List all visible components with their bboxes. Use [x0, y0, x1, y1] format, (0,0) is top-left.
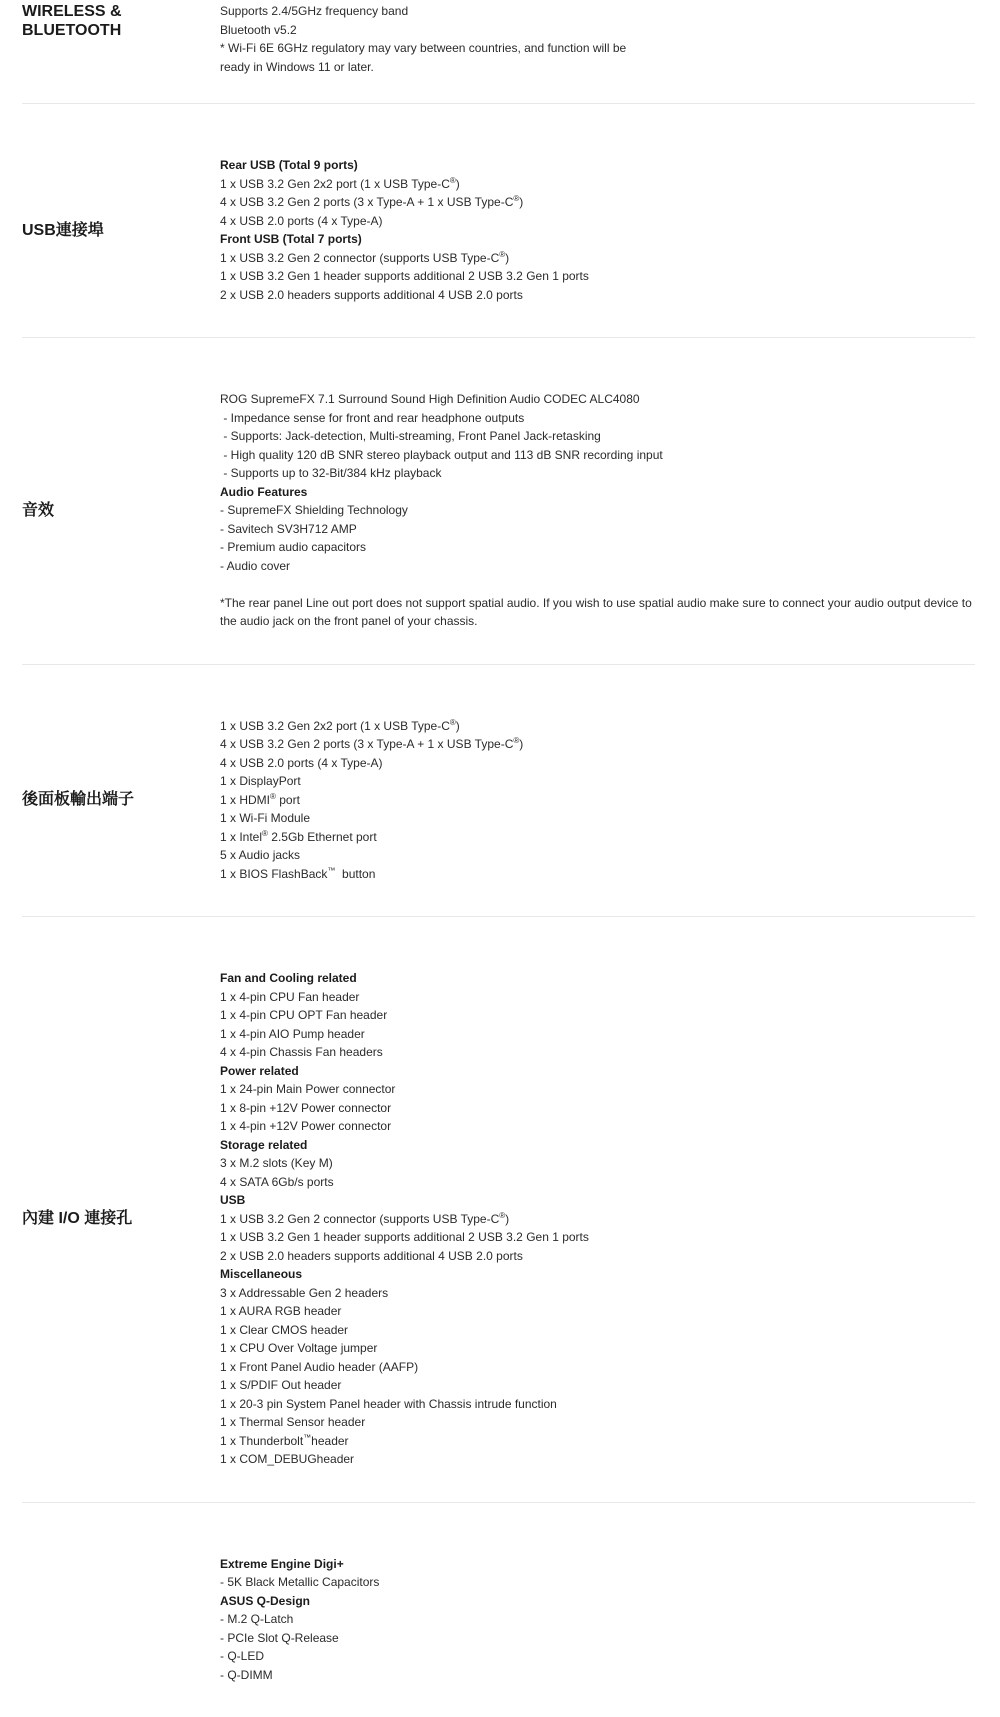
spec-subheading: USB — [220, 1191, 975, 1210]
registered-symbol: ® — [499, 250, 505, 259]
spec-line: 1 x Clear CMOS header — [220, 1321, 975, 1340]
spec-line: 1 x Front Panel Audio header (AAFP) — [220, 1358, 975, 1377]
spec-line: 1 x S/PDIF Out header — [220, 1376, 975, 1395]
spec-line: 1 x COM_DEBUGheader — [220, 1450, 975, 1469]
spec-line: 1 x USB 3.2 Gen 1 header supports additional 2 USB 3.2 Gen 1 ports — [220, 267, 975, 286]
spec-line: 1 x USB 3.2 Gen 2 connector (supports USB Type-C®) — [220, 1210, 975, 1229]
registered-symbol: ® — [499, 1211, 505, 1220]
spec-subheading: Fan and Cooling related — [220, 969, 975, 988]
spec-line: 1 x USB 3.2 Gen 2x2 port (1 x USB Type-C®) — [220, 717, 975, 736]
spec-line: 1 x 4-pin +12V Power connector — [220, 1117, 975, 1136]
spec-row-usb-ports — [22, 104, 975, 337]
spec-line: 1 x Thunderbolt™header — [220, 1432, 975, 1451]
spec-line: Bluetooth v5.2 — [220, 21, 975, 40]
spec-line: 1 x 4-pin CPU OPT Fan header — [220, 1006, 975, 1025]
section-label-wireless-bluetooth: WIRELESS & BLUETOOTH — [22, 2, 220, 40]
spec-row-special-features — [22, 1503, 975, 1717]
spec-line: * Wi-Fi 6E 6GHz regulatory may vary between countries, and function will be — [220, 39, 975, 58]
section-content-special-features — [220, 1555, 975, 1685]
spec-line: - Q-LED — [220, 1647, 975, 1666]
spec-line: 1 x BIOS FlashBack™ button — [220, 865, 975, 884]
spec-row-audio — [22, 338, 975, 664]
spec-line: - SupremeFX Shielding Technology — [220, 501, 975, 520]
registered-symbol: ® — [270, 792, 276, 801]
section-label-rear-panel-io: 後面板輸出端子 — [22, 790, 220, 809]
spec-line: - Q-DIMM — [220, 1666, 975, 1685]
spec-line: 4 x USB 3.2 Gen 2 ports (3 x Type-A + 1 x USB Type-C®) — [220, 735, 975, 754]
spec-line: 1 x CPU Over Voltage jumper — [220, 1339, 975, 1358]
spec-line: - Impedance sense for front and rear headphone outputs — [220, 409, 975, 428]
spec-line: - High quality 120 dB SNR stereo playback output and 113 dB SNR recording input — [220, 446, 975, 465]
spec-line: - M.2 Q-Latch — [220, 1610, 975, 1629]
spec-subheading: ASUS Q-Design — [220, 1592, 975, 1611]
spec-line: 1 x 4-pin CPU Fan header — [220, 988, 975, 1007]
spec-line: *The rear panel Line out port does not support spatial audio. If you wish to use spatial audio make sure to connect your audio output device to the audio jack on the front panel of your chassis. — [220, 594, 975, 631]
spec-row-internal-io — [22, 917, 975, 1502]
spec-line: 1 x 24-pin Main Power connector — [220, 1080, 975, 1099]
spec-line: 4 x 4-pin Chassis Fan headers — [220, 1043, 975, 1062]
spec-line: 1 x 4-pin AIO Pump header — [220, 1025, 975, 1044]
spec-line: - Supports up to 32-Bit/384 kHz playback — [220, 464, 975, 483]
section-label-audio: 音效 — [22, 501, 220, 520]
section-content-usb-ports — [220, 156, 975, 304]
spec-line: 2 x USB 2.0 headers supports additional 4 USB 2.0 ports — [220, 1247, 975, 1266]
spec-line: 4 x SATA 6Gb/s ports — [220, 1173, 975, 1192]
spec-subheading: Miscellaneous — [220, 1265, 975, 1284]
spec-subheading: Extreme Engine Digi+ — [220, 1555, 975, 1574]
trademark-symbol: ™ — [303, 1433, 311, 1442]
spec-line: - 5K Black Metallic Capacitors — [220, 1573, 975, 1592]
spec-line: - Audio cover — [220, 557, 975, 576]
spec-subheading: Front USB (Total 7 ports) — [220, 230, 975, 249]
section-content-audio — [220, 390, 975, 631]
spec-line: - Premium audio capacitors — [220, 538, 975, 557]
registered-symbol: ® — [513, 736, 519, 745]
spec-line: 1 x 8-pin +12V Power connector — [220, 1099, 975, 1118]
spec-row-wireless-bluetooth — [22, 0, 975, 103]
spec-subheading: Rear USB (Total 9 ports) — [220, 156, 975, 175]
registered-symbol: ® — [262, 829, 268, 838]
spec-line: - Savitech SV3H712 AMP — [220, 520, 975, 539]
spec-line — [220, 575, 975, 594]
section-content-internal-io — [220, 969, 975, 1469]
spec-row-rear-panel-io — [22, 665, 975, 917]
spec-subheading: Audio Features — [220, 483, 975, 502]
spec-line: - Supports: Jack-detection, Multi-streaming, Front Panel Jack-retasking — [220, 427, 975, 446]
spec-table — [22, 0, 975, 1717]
spec-line: 1 x Wi-Fi Module — [220, 809, 975, 828]
spec-line: 4 x USB 3.2 Gen 2 ports (3 x Type-A + 1 x USB Type-C®) — [220, 193, 975, 212]
spec-line: 3 x M.2 slots (Key M) — [220, 1154, 975, 1173]
spec-subheading: Storage related — [220, 1136, 975, 1155]
spec-subheading: Power related — [220, 1062, 975, 1081]
spec-line: 4 x USB 2.0 ports (4 x Type-A) — [220, 754, 975, 773]
section-content-rear-panel-io — [220, 717, 975, 884]
spec-line: 1 x AURA RGB header — [220, 1302, 975, 1321]
spec-line: 1 x HDMI® port — [220, 791, 975, 810]
spec-line: 2 x USB 2.0 headers supports additional 4 USB 2.0 ports — [220, 286, 975, 305]
spec-line: 1 x 20-3 pin System Panel header with Chassis intrude function — [220, 1395, 975, 1414]
spec-line: 1 x Intel® 2.5Gb Ethernet port — [220, 828, 975, 847]
spec-line: 3 x Addressable Gen 2 headers — [220, 1284, 975, 1303]
spec-line: ROG SupremeFX 7.1 Surround Sound High Definition Audio CODEC ALC4080 — [220, 390, 975, 409]
section-label-internal-io: 內建 I/O 連接孔 — [22, 1209, 220, 1228]
spec-line: 1 x USB 3.2 Gen 2 connector (supports USB Type-C®) — [220, 249, 975, 268]
trademark-symbol: ™ — [327, 866, 335, 875]
spec-line: 1 x Thermal Sensor header — [220, 1413, 975, 1432]
registered-symbol: ® — [450, 718, 456, 727]
section-label-usb-ports: USB連接埠 — [22, 221, 220, 240]
spec-line: 1 x USB 3.2 Gen 1 header supports additional 2 USB 3.2 Gen 1 ports — [220, 1228, 975, 1247]
spec-line: 5 x Audio jacks — [220, 846, 975, 865]
registered-symbol: ® — [513, 194, 519, 203]
section-content-wireless-bluetooth — [220, 2, 975, 76]
spec-line: 4 x USB 2.0 ports (4 x Type-A) — [220, 212, 975, 231]
spec-line: 1 x DisplayPort — [220, 772, 975, 791]
registered-symbol: ® — [450, 176, 456, 185]
spec-line: - PCIe Slot Q-Release — [220, 1629, 975, 1648]
spec-line: Supports 2.4/5GHz frequency band — [220, 2, 975, 21]
spec-line: 1 x USB 3.2 Gen 2x2 port (1 x USB Type-C®) — [220, 175, 975, 194]
spec-line: ready in Windows 11 or later. — [220, 58, 975, 77]
